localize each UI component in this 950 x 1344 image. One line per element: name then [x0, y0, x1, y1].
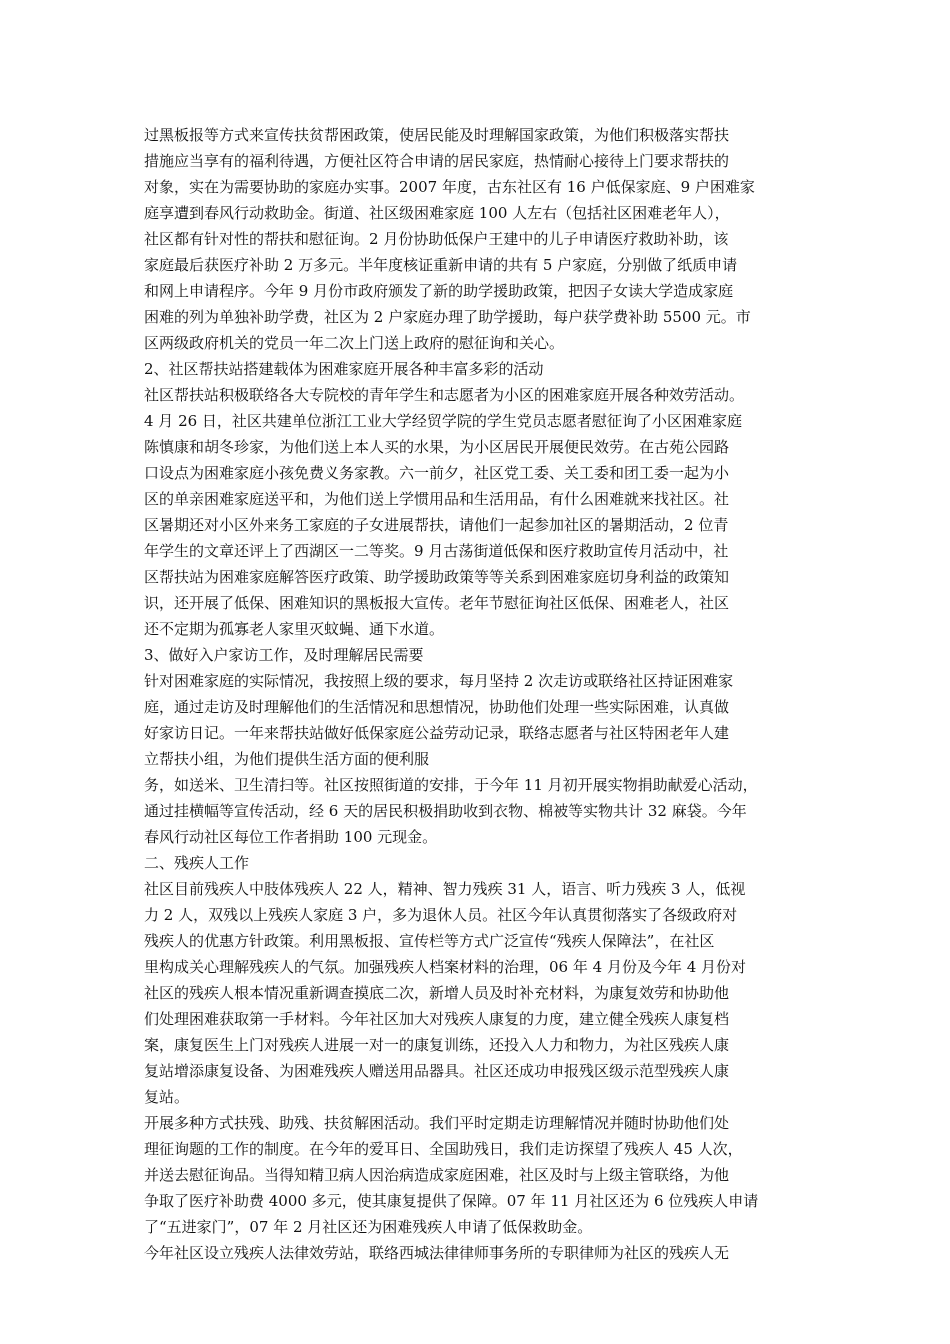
text-line: 口设点为困难家庭小孩免费义务家教。六一前夕，社区党工委、关工委和团工委一起为小: [144, 464, 730, 482]
text-line: 家庭最后获医疗补助 2 万多元。半年度核证重新申请的共有 5 户家庭，分别做了纸质申请: [144, 256, 738, 274]
text-line: 开展多种方式扶残、助残、扶贫解困活动。我们平时定期走访理解情况并随时协助他们处: [144, 1114, 730, 1132]
text-line: 好家访日记。一年来帮扶站做好低保家庭公益劳动记录，联络志愿者与社区特困老年人建: [144, 724, 730, 742]
text-line: 3、做好入户家访工作，及时理解居民需要: [144, 646, 424, 664]
text-line: 力 2 人，双残以上残疾人家庭 3 户，多为退休人员。社区今年认真贯彻落实了各级政府对: [144, 906, 738, 924]
text-line: 措施应当享有的福利待遇，方便社区符合申请的居民家庭，热情耐心接待上门要求帮扶的: [144, 152, 730, 170]
text-line: 们处理困难获取第一手材料。今年社区加大对残疾人康复的力度，建立健全残疾人康复档: [144, 1010, 730, 1028]
text-line: 区暑期还对小区外来务工家庭的子女进展帮扶，请他们一起参加社区的暑期活动，2 位青: [144, 516, 729, 534]
text-line: 还不定期为孤寡老人家里灭蚊蝇、通下水道。: [144, 620, 445, 638]
text-line: 春风行动社区每位工作者捐助 100 元现金。: [144, 828, 438, 846]
text-line: 通过挂横幅等宣传活动，经 6 天的居民积极捐助收到衣物、棉被等实物共计 32 麻袋。今年: [144, 802, 747, 820]
text-line: 陈慎康和胡冬珍家，为他们送上本人买的水果，为小区居民开展便民效劳。在古苑公园路: [144, 438, 730, 456]
text-line: 区两级政府机关的党员一年二次上门送上政府的慰征询和关心。: [144, 334, 565, 352]
text-line: 2、社区帮扶站搭建载体为困难家庭开展各种丰富多彩的活动: [144, 360, 544, 378]
text-line: 争取了医疗补助费 4000 多元，使其康复提供了保障。07 年 11 月社区还为 6 位残疾人申请: [144, 1192, 759, 1210]
text-line: 区的单亲困难家庭送平和，为他们送上学惯用品和生活用品，有什么困难就来找社区。社: [144, 490, 730, 508]
text-line: 庭享遭到春风行动救助金。街道、社区级困难家庭 100 人左右（包括社区困难老年人），: [144, 204, 730, 222]
text-line: 复站。: [144, 1088, 190, 1106]
text-line: 庭，通过走访及时理解他们的生活情况和思想情况，协助他们处理一些实际困难，认真做: [144, 698, 730, 716]
text-line: 复站增添康复设备、为困难残疾人赠送用品器具。社区还成功申报残区级示范型残疾人康: [144, 1062, 730, 1080]
text-line: 年学生的文章还评上了西湖区一二等奖。9 月古荡街道低保和医疗救助宣传月活动中，社: [144, 542, 729, 560]
text-line: 社区目前残疾人中肢体残疾人 22 人，精神、智力残疾 31 人，语言、听力残疾 3 人，低视: [144, 880, 746, 898]
text-line: 并送去慰征询品。当得知精卫病人因治病造成家庭困难，社区及时与上级主管联络，为他: [144, 1166, 730, 1184]
text-line: 了“五进家门”，07 年 2 月社区还为困难残疾人申请了低保救助金。: [144, 1218, 593, 1236]
text-line: 过黑板报等方式来宣传扶贫帮困政策，使居民能及时理解国家政策，为他们积极落实帮扶: [144, 126, 730, 144]
document-body: [144, 122, 810, 1266]
text-line: 识，还开展了低保、困难知识的黑板报大宣传。老年节慰征询社区低保、困难老人，社区: [144, 594, 730, 612]
text-line: 和网上申请程序。今年 9 月份市政府颁发了新的助学援助政策，把因子女读大学造成家庭: [144, 282, 734, 300]
text-line: 社区的残疾人根本情况重新调查摸底二次，新增人员及时补充材料，为康复效劳和协助他: [144, 984, 730, 1002]
text-line: 今年社区设立残疾人法律效劳站，联络西城法律律师事务所的专职律师为社区的残疾人无: [144, 1244, 730, 1262]
text-line: 务，如送米、卫生清扫等。社区按照街道的安排，于今年 11 月初开展实物捐助献爱心活动，: [144, 776, 758, 794]
text-line: 二、残疾人工作: [144, 854, 250, 872]
text-line: 区帮扶站为困难家庭解答医疗政策、助学援助政策等等关系到困难家庭切身利益的政策知: [144, 568, 730, 586]
text-line: 社区都有针对性的帮扶和慰征询。2 月份协助低保户王建中的儿子申请医疗救助补助，该: [144, 230, 729, 248]
text-line: 4 月 26 日，社区共建单位浙江工业大学经贸学院的学生党员志愿者慰征询了小区困难家庭: [144, 412, 742, 430]
text-line: 对象，实在为需要协助的家庭办实事。2007 年度，古东社区有 16 户低保家庭、9 户困难家: [144, 178, 755, 196]
text-line: 理征询题的工作的制度。在今年的爱耳日、全国助残日，我们走访探望了残疾人 45 人次，: [144, 1140, 743, 1158]
text-line: 困难的列为单独补助学费，社区为 2 户家庭办理了助学援助，每户获学费补助 5500 元。市: [144, 308, 751, 326]
text-line: 案，康复医生上门对残疾人进展一对一的康复训练，还投入人力和物力，为社区残疾人康: [144, 1036, 730, 1054]
text-line: 残疾人的优惠方针政策。利用黑板报、宣传栏等方式广泛宣传“残疾人保障法”，在社区: [144, 932, 715, 950]
text-line: 立帮扶小组，为他们提供生活方面的便利服: [144, 750, 430, 768]
text-line: 里构成关心理解残疾人的气氛。加强残疾人档案材料的治理，06 年 4 月份及今年 4 月份对: [144, 958, 747, 976]
text-line: 针对困难家庭的实际情况，我按照上级的要求，每月坚持 2 次走访或联络社区持证困难家: [144, 672, 734, 690]
text-line: 社区帮扶站积极联络各大专院校的青年学生和志愿者为小区的困难家庭开展各种效劳活动。: [144, 386, 745, 404]
